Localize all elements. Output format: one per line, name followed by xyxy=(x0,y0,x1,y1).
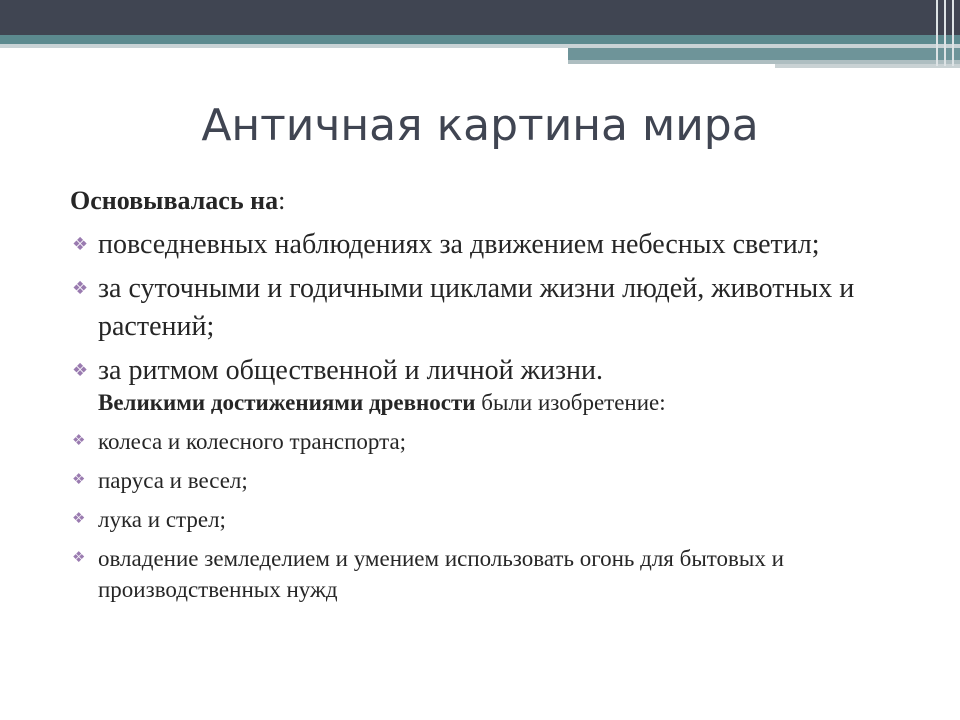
list-item xyxy=(70,465,910,496)
list-item-text: за ритмом общественной и личной жизни. xyxy=(98,355,603,386)
list-item xyxy=(70,270,910,346)
header-vertical-line xyxy=(944,0,946,66)
list-item xyxy=(70,504,910,535)
subheading xyxy=(70,390,910,416)
diamond-cluster-icon: ❖ xyxy=(72,234,89,255)
diamond-cluster-icon: ❖ xyxy=(72,278,89,299)
diamond-cluster-icon: ❖ xyxy=(72,431,86,449)
header-bar-step xyxy=(568,48,960,60)
list-item-text: повседневных наблюдениях за движением небесных светил; xyxy=(98,229,820,260)
list-item xyxy=(70,543,910,605)
slide-body xyxy=(70,186,910,613)
diamond-cluster-icon: ❖ xyxy=(72,509,86,527)
list-item xyxy=(70,352,910,390)
list-item-text: за суточными и годичными циклами жизни людей, животных и растений; xyxy=(98,273,855,342)
header-bar-teal xyxy=(0,35,960,44)
diamond-cluster-icon: ❖ xyxy=(72,548,86,566)
diamond-cluster-icon: ❖ xyxy=(72,470,86,488)
subheading-bold: Великими достижениями древности xyxy=(98,390,476,415)
list-item-text: колеса и колесного транспорта; xyxy=(98,429,407,454)
list-item-text: лука и стрел; xyxy=(98,507,226,532)
intro-rest: : xyxy=(278,186,286,215)
header-bar-dark xyxy=(0,0,960,35)
header-vertical-line xyxy=(952,0,954,66)
diamond-cluster-icon: ❖ xyxy=(72,360,89,381)
list-item xyxy=(70,226,910,264)
slide-title: Античная картина мира xyxy=(201,100,759,151)
list-item-text: овладение земледелием и умением использовать огонь для бытовых и производственных нужд xyxy=(98,546,784,602)
header-bar-step-small xyxy=(775,64,960,68)
subheading-rest: были изобретение: xyxy=(475,390,666,415)
header-vertical-line xyxy=(936,0,938,66)
inventions-list xyxy=(70,426,910,605)
main-list xyxy=(70,226,910,390)
list-item xyxy=(70,426,910,457)
intro-line xyxy=(70,186,910,216)
list-item-text: паруса и весел; xyxy=(98,468,248,493)
intro-bold: Основывалась на xyxy=(70,186,279,215)
